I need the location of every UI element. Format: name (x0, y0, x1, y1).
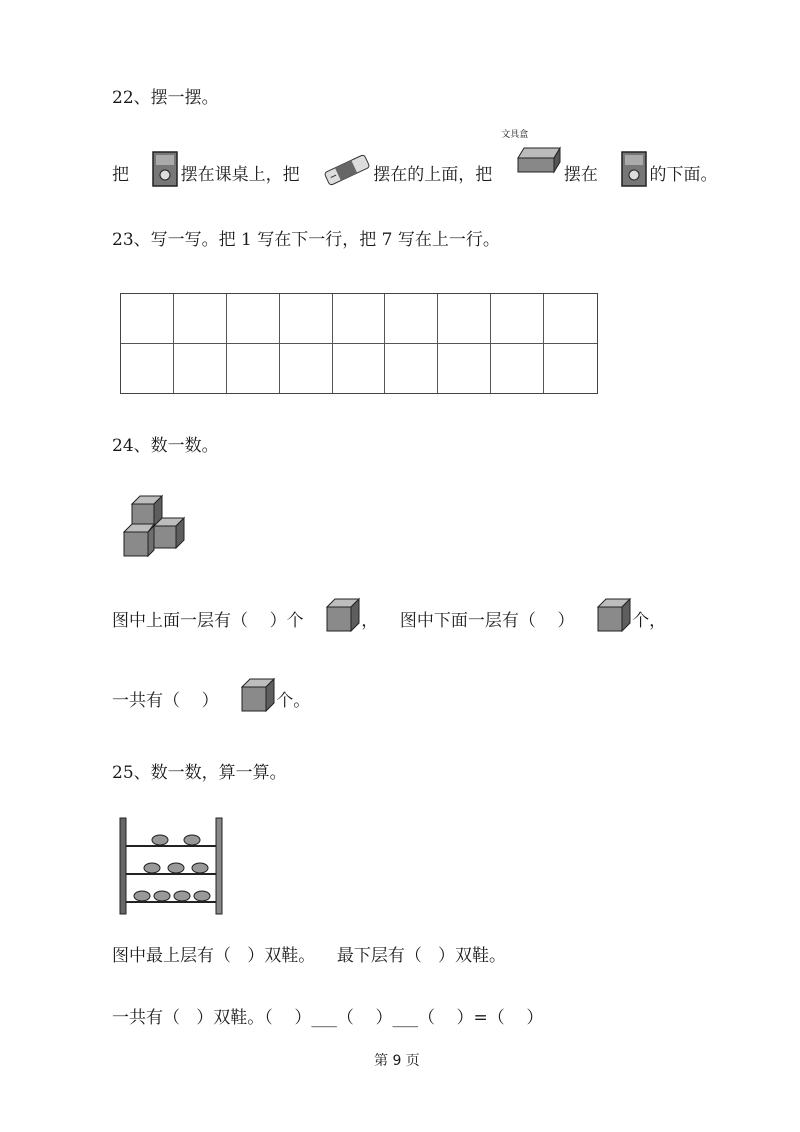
q24-line1-a: 图中上面一层有（ ）个 (112, 610, 304, 631)
grid-cell-bottom[interactable] (438, 344, 491, 394)
grid-cell-top[interactable] (491, 294, 544, 344)
grid-cell-bottom[interactable] (333, 344, 386, 394)
grid-cell-top[interactable] (333, 294, 386, 344)
grid-cell-top[interactable] (385, 294, 438, 344)
q24-line1-b: ， 图中下面一层有（ ） (361, 610, 575, 631)
grid-cell-bottom[interactable] (280, 344, 333, 394)
cube-icon (219, 657, 277, 740)
q24-title: 24、数一数。 (112, 436, 219, 456)
q24-line2-a: 一共有（ ） (112, 690, 219, 711)
page-number: 第 9 页 (374, 1053, 420, 1069)
book-icon (129, 130, 181, 215)
q22-text-2: 摆在课桌上，把 (180, 164, 300, 185)
q24-line1 (112, 598, 666, 638)
writing-grid (120, 293, 598, 394)
grid-cell-bottom[interactable] (227, 344, 280, 394)
q22-text-1: 把 (112, 164, 129, 185)
grid-cell-bottom[interactable] (544, 344, 597, 394)
grid-cell-top[interactable] (438, 294, 491, 344)
q22-line (112, 129, 718, 194)
q23-title: 23、写一写。把 1 写在下一行，把 7 写在上一行。 (112, 230, 500, 250)
grid-cell-top[interactable] (174, 294, 227, 344)
shoe-rack-icon (118, 816, 224, 920)
cube-stack-icon (120, 494, 186, 570)
grid-cell-bottom[interactable] (385, 344, 438, 394)
q24-line1-c: 个， (632, 610, 667, 631)
eraser-icon (300, 133, 374, 212)
book-icon (598, 130, 650, 215)
q22-text-3: 摆在的上面，把 (373, 164, 493, 185)
grid-cell-top[interactable] (544, 294, 597, 344)
q22-title: 22、摆一摆。 (112, 88, 219, 108)
q24-line2 (112, 678, 310, 718)
cube-icon (574, 577, 632, 660)
grid-cell-bottom[interactable] (174, 344, 227, 394)
q25-line1: 图中最上层有（ ）双鞋。 最下层有（ ）双鞋。 (112, 946, 507, 966)
pencil-case-icon (492, 122, 564, 223)
q25-title: 25、数一数，算一算。 (112, 763, 287, 783)
q25-line2: 一共有（ ）双鞋。（ ）___（ ）___（ ）=（ ） (112, 1008, 544, 1028)
grid-cell-top[interactable] (121, 294, 174, 344)
q22-text-5: 的下面。 (649, 164, 718, 185)
grid-cell-top[interactable] (227, 294, 280, 344)
grid-cell-top[interactable] (280, 294, 333, 344)
q24-line2-b: 个。 (276, 690, 311, 711)
cube-icon (304, 577, 362, 660)
pencil-case-label: 文具盒 (501, 129, 529, 140)
q22-text-4: 摆在 (563, 164, 598, 185)
grid-cell-bottom[interactable] (121, 344, 174, 394)
grid-cell-bottom[interactable] (491, 344, 544, 394)
